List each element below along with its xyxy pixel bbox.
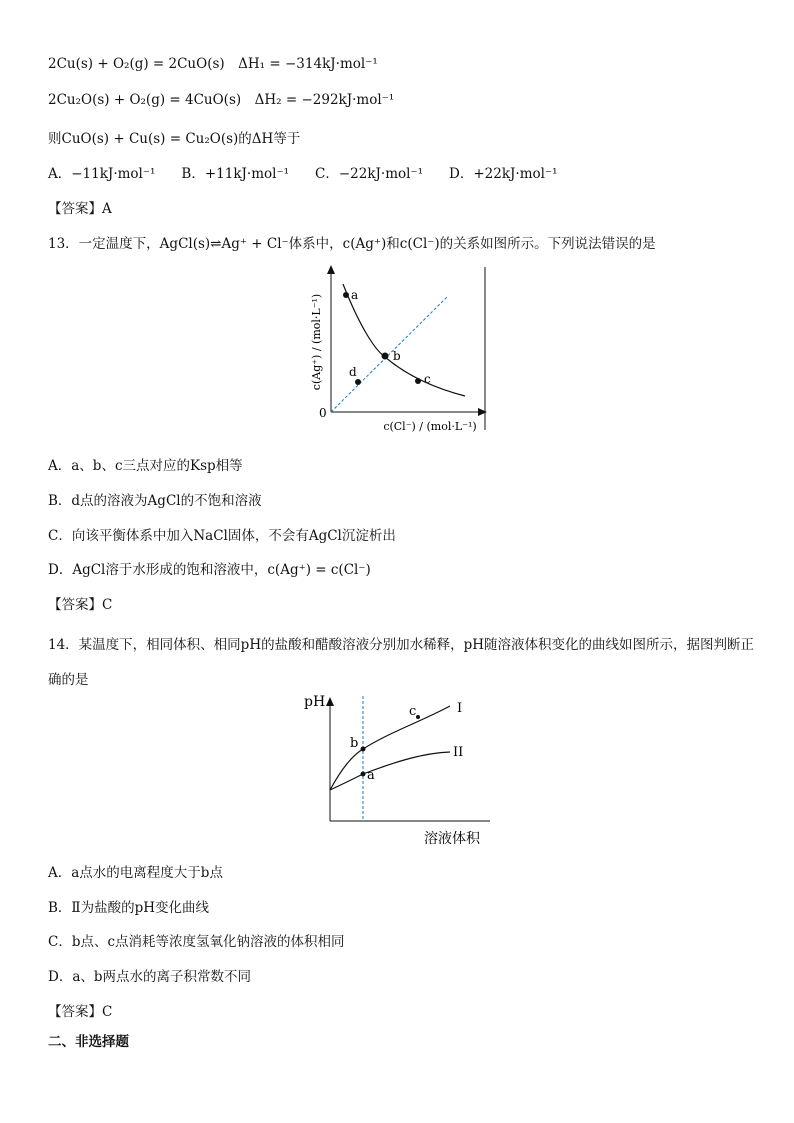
q14-label-b: b [350, 736, 359, 751]
section-heading: 二、非选择题 [48, 1034, 129, 1050]
q13-option-a: A．a、b、c三点对应的Ksp相等 [48, 458, 243, 474]
q14-curve-1-label: I [457, 701, 463, 716]
q13-label-b: b [393, 349, 401, 363]
q12-option-d: D．+22kJ·mol⁻¹ [449, 166, 558, 182]
q13-label-d: d [349, 365, 357, 379]
q14-option-d: D．a、b两点水的离子积常数不同 [48, 969, 252, 985]
q14-y-arrow [326, 697, 334, 706]
q12-stem: 则CuO(s) + Cu(s) = Cu₂O(s)的ΔH等于 [48, 131, 301, 147]
q13-option-b: B．d点的溶液为AgCl的不饱和溶液 [48, 493, 262, 509]
q12-equation-2: 2Cu₂O(s) + O₂(g) = 4CuO(s) ΔH₂ = −292kJ·mol⁻¹ [48, 92, 395, 108]
q14-stem: 14．某温度下，相同体积、相同pH的盐酸和醋酸溶液分别加水稀释，pH随溶液体积变化的曲线如图所示，据图判断正确的是 [48, 637, 755, 688]
q13-stem: 13．一定温度下，AgCl(s)⇌Ag⁺ + Cl⁻体系中，c(Ag⁺)和c(Cl⁻)的关系如图所示。下列说法错误的是 [48, 236, 656, 252]
q13-label-a: a [351, 288, 359, 302]
q13-y-axis-label: c(Ag⁺) / (mol·L⁻¹) [310, 293, 323, 391]
q14-curve-2-label: II [453, 745, 464, 760]
q14-x-axis-label: 溶液体积 [424, 831, 480, 847]
q13-y-arrow [327, 265, 335, 274]
q13-figure [300, 262, 500, 438]
q12-options [48, 162, 583, 182]
q14-option-a: A．a点水的电离程度大于b点 [48, 865, 223, 881]
q14-label-c: c [409, 704, 417, 719]
q13-diagonal-dashed-line [331, 296, 448, 412]
q13-point-b [382, 353, 389, 360]
q13-x-axis-label: c(Cl⁻) / (mol·L⁻¹) [383, 420, 477, 433]
q13-answer: 【答案】C [48, 597, 113, 613]
q14-curve-1 [330, 706, 450, 790]
q13-origin-label: 0 [319, 406, 327, 420]
q14-curve-2 [330, 752, 450, 790]
q12-equation-1: 2Cu(s) + O₂(g) = 2CuO(s) ΔH₁ = −314kJ·mol⁻¹ [48, 56, 378, 72]
q14-label-a: a [367, 768, 375, 783]
q12-option-b: B．+11kJ·mol⁻¹ [181, 166, 289, 182]
q12-option-a: A．−11kJ·mol⁻¹ [48, 166, 156, 182]
q12-answer: 【答案】A [48, 201, 112, 217]
q14-point-a [361, 772, 366, 777]
q13-x-arrow [478, 408, 487, 416]
q13-option-d: D．AgCl溶于水形成的饱和溶液中，c(Ag⁺) = c(Cl⁻) [48, 562, 371, 578]
q14-answer: 【答案】C [48, 1004, 113, 1020]
q13-point-c [415, 378, 421, 384]
q14-point-c [416, 715, 420, 719]
q13-label-c: c [424, 372, 431, 386]
q13-point-d [355, 379, 361, 385]
q14-point-b [361, 747, 366, 752]
q14-y-axis-label: pH [304, 694, 326, 710]
q14-figure [300, 688, 500, 848]
q13-option-c: C．向该平衡体系中加入NaCl固体，不会有AgCl沉淀析出 [48, 528, 396, 544]
q12-option-c: C．−22kJ·mol⁻¹ [315, 166, 423, 182]
q13-point-a [343, 292, 349, 298]
q14-option-b: B．Ⅱ为盐酸的pH变化曲线 [48, 900, 210, 916]
q14-option-c: C．b点、c点消耗等浓度氢氧化钠溶液的体积相同 [48, 934, 345, 950]
